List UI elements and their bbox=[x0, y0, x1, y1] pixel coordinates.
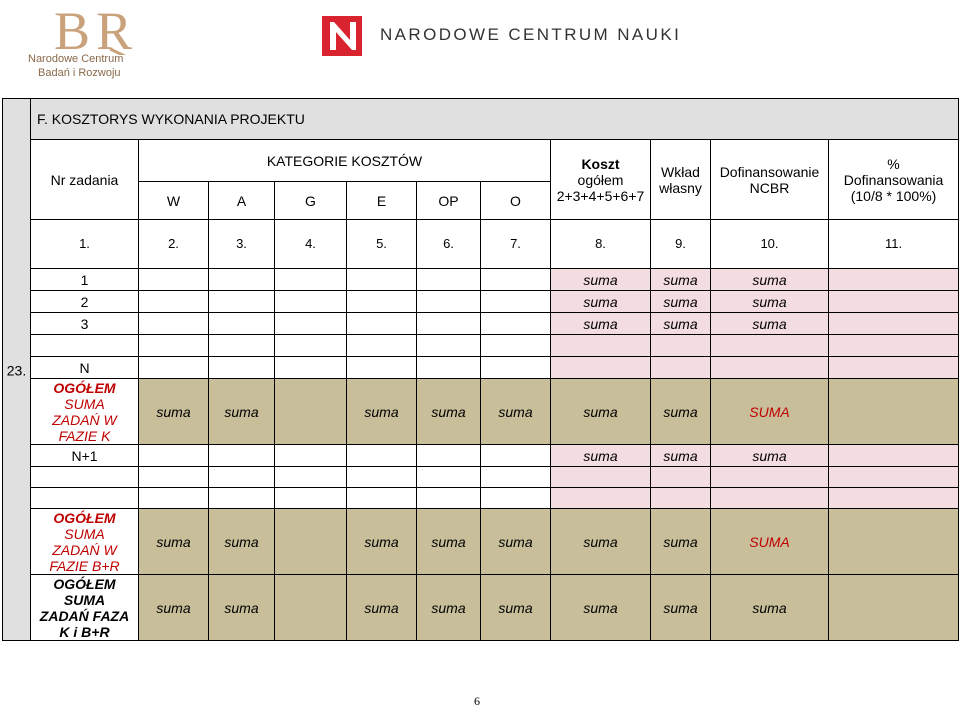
sum-k-e: suma bbox=[347, 379, 417, 445]
header-cat-g: G bbox=[275, 182, 347, 220]
col-number: 6. bbox=[417, 220, 481, 269]
cell-funding bbox=[711, 467, 829, 488]
cell-own: suma bbox=[651, 269, 711, 291]
sum-k-o: suma bbox=[481, 379, 551, 445]
cell-g[interactable] bbox=[275, 291, 347, 313]
cell-w[interactable] bbox=[139, 335, 209, 357]
task-label: N+1 bbox=[31, 445, 139, 467]
sum-k-a: suma bbox=[209, 379, 275, 445]
cell-g[interactable] bbox=[275, 313, 347, 335]
cell-funding: suma bbox=[711, 269, 829, 291]
header-funding bbox=[711, 140, 829, 220]
col-number: 10. bbox=[711, 220, 829, 269]
cell-funding: suma bbox=[711, 291, 829, 313]
header-percent-line2: Dofinansowania bbox=[843, 171, 944, 188]
cell-percent bbox=[829, 269, 959, 291]
cell-funding bbox=[711, 335, 829, 357]
cell-o[interactable] bbox=[481, 445, 551, 467]
sum-k-line4: FAZIE K bbox=[58, 427, 111, 444]
cell-total: suma bbox=[551, 291, 651, 313]
cell-a[interactable] bbox=[209, 269, 275, 291]
sum-k-w: suma bbox=[139, 379, 209, 445]
cell-total: suma bbox=[551, 445, 651, 467]
cell-op[interactable] bbox=[417, 445, 481, 467]
header-percent-line3: (10/8 * 100%) bbox=[850, 187, 937, 204]
cell-total bbox=[551, 357, 651, 379]
cell-w[interactable] bbox=[139, 291, 209, 313]
sum-br-line2: SUMA bbox=[64, 525, 105, 542]
cell-w[interactable] bbox=[139, 488, 209, 509]
sum-br-line3: ZADAŃ W bbox=[52, 541, 117, 558]
cell-g[interactable] bbox=[275, 335, 347, 357]
cell-o[interactable] bbox=[481, 313, 551, 335]
cell-g[interactable] bbox=[275, 269, 347, 291]
cell-op[interactable] bbox=[417, 335, 481, 357]
sum-k-line3: ZADAŃ W bbox=[52, 411, 117, 428]
cell-a[interactable] bbox=[209, 445, 275, 467]
cell-funding bbox=[711, 357, 829, 379]
cell-funding: suma bbox=[711, 313, 829, 335]
col-number: 3. bbox=[209, 220, 275, 269]
cell-percent bbox=[829, 291, 959, 313]
cell-own: suma bbox=[651, 313, 711, 335]
ncn-logo bbox=[322, 16, 682, 56]
sum-all-funding: suma bbox=[711, 575, 829, 641]
row-number: 23. bbox=[6, 362, 27, 379]
cell-op[interactable] bbox=[417, 313, 481, 335]
budget-table bbox=[2, 98, 959, 641]
col-number: 8. bbox=[551, 220, 651, 269]
task-label: N bbox=[31, 357, 139, 379]
section-title: F. KOSZTORYS WYKONANIA PROJEKTU bbox=[31, 99, 959, 140]
header-cat-op: OP bbox=[417, 182, 481, 220]
svg-text:R: R bbox=[96, 3, 133, 55]
sum-k-percent bbox=[829, 379, 959, 445]
sum-all-label bbox=[31, 575, 139, 641]
col-number: 2. bbox=[139, 220, 209, 269]
header-own-line1: Wkład bbox=[661, 163, 700, 180]
ncn-logo-name: NARODOWE CENTRUM NAUKI bbox=[380, 25, 682, 44]
sum-k-op: suma bbox=[417, 379, 481, 445]
cell-total bbox=[551, 467, 651, 488]
ncbr-logo bbox=[20, 3, 160, 83]
task-label bbox=[31, 488, 139, 509]
cell-percent bbox=[829, 357, 959, 379]
cell-own bbox=[651, 467, 711, 488]
sum-all-w: suma bbox=[139, 575, 209, 641]
sum-k-g bbox=[275, 379, 347, 445]
sum-all-op: suma bbox=[417, 575, 481, 641]
cell-a[interactable] bbox=[209, 335, 275, 357]
header-cat-o: O bbox=[481, 182, 551, 220]
cell-percent bbox=[829, 313, 959, 335]
header-total bbox=[551, 140, 651, 220]
header-total-line2: ogółem bbox=[577, 171, 624, 188]
cell-g[interactable] bbox=[275, 488, 347, 509]
cell-total: suma bbox=[551, 313, 651, 335]
header-total-line1: Koszt bbox=[581, 155, 620, 172]
sum-k-total: suma bbox=[551, 379, 651, 445]
cell-own: suma bbox=[651, 445, 711, 467]
sum-all-o: suma bbox=[481, 575, 551, 641]
cell-own: suma bbox=[651, 291, 711, 313]
ncn-mark-icon bbox=[322, 16, 362, 56]
cell-total: suma bbox=[551, 269, 651, 291]
task-label: 3 bbox=[31, 313, 139, 335]
header-cat-w: W bbox=[139, 182, 209, 220]
task-label: 2 bbox=[31, 291, 139, 313]
sum-k-funding: SUMA bbox=[711, 379, 829, 445]
col-number: 11. bbox=[829, 220, 959, 269]
cell-total bbox=[551, 335, 651, 357]
header-task-no: Nr zadania bbox=[31, 140, 139, 220]
header-own-line2: własny bbox=[659, 179, 702, 196]
cell-own bbox=[651, 335, 711, 357]
cell-w[interactable] bbox=[139, 357, 209, 379]
header-cat-e: E bbox=[347, 182, 417, 220]
sum-all-line1: OGÓŁEM bbox=[53, 575, 116, 592]
sum-phase-br-label bbox=[31, 509, 139, 575]
cell-op[interactable] bbox=[417, 488, 481, 509]
header-funding-line1: Dofinansowanie bbox=[719, 163, 820, 180]
sum-br-funding: SUMA bbox=[711, 509, 829, 575]
sum-all-a: suma bbox=[209, 575, 275, 641]
sum-all-g bbox=[275, 575, 347, 641]
sum-br-w: suma bbox=[139, 509, 209, 575]
cell-e[interactable] bbox=[347, 488, 417, 509]
sum-all-total: suma bbox=[551, 575, 651, 641]
sum-all-line4: K i B+R bbox=[59, 623, 110, 640]
cell-e[interactable] bbox=[347, 445, 417, 467]
cell-op[interactable] bbox=[417, 467, 481, 488]
cell-w[interactable] bbox=[139, 313, 209, 335]
cell-a[interactable] bbox=[209, 313, 275, 335]
cell-g[interactable] bbox=[275, 357, 347, 379]
cell-total bbox=[551, 488, 651, 509]
header-funding-line2: NCBR bbox=[749, 179, 790, 196]
cell-a[interactable] bbox=[209, 291, 275, 313]
sum-all-line3: ZADAŃ FAZA bbox=[39, 607, 130, 624]
cell-o[interactable] bbox=[481, 269, 551, 291]
sum-br-g bbox=[275, 509, 347, 575]
sum-br-percent bbox=[829, 509, 959, 575]
header-percent-line1: % bbox=[887, 155, 900, 172]
sum-br-op: suma bbox=[417, 509, 481, 575]
cell-own bbox=[651, 488, 711, 509]
cell-op[interactable] bbox=[417, 291, 481, 313]
sum-all-own: suma bbox=[651, 575, 711, 641]
cell-e[interactable] bbox=[347, 467, 417, 488]
sum-phase-k-label bbox=[31, 379, 139, 445]
cell-percent bbox=[829, 467, 959, 488]
header-percent bbox=[829, 140, 959, 220]
cell-g[interactable] bbox=[275, 445, 347, 467]
cell-e[interactable] bbox=[347, 335, 417, 357]
cell-a[interactable] bbox=[209, 467, 275, 488]
sum-br-o: suma bbox=[481, 509, 551, 575]
ncbr-monogram-icon bbox=[50, 3, 160, 55]
cell-w[interactable] bbox=[139, 445, 209, 467]
col-number: 4. bbox=[275, 220, 347, 269]
sum-br-own: suma bbox=[651, 509, 711, 575]
header-own bbox=[651, 140, 711, 220]
cell-o[interactable] bbox=[481, 291, 551, 313]
ncbr-logo-line1: Narodowe Centrum bbox=[28, 53, 124, 65]
cell-percent bbox=[829, 445, 959, 467]
cell-w[interactable] bbox=[139, 467, 209, 488]
cell-o[interactable] bbox=[481, 357, 551, 379]
col-number: 5. bbox=[347, 220, 417, 269]
cell-g[interactable] bbox=[275, 467, 347, 488]
cell-e[interactable] bbox=[347, 269, 417, 291]
svg-text:B: B bbox=[54, 3, 91, 55]
cell-a[interactable] bbox=[209, 357, 275, 379]
sum-br-total: suma bbox=[551, 509, 651, 575]
cell-o[interactable] bbox=[481, 467, 551, 488]
task-label bbox=[31, 335, 139, 357]
sum-br-e: suma bbox=[347, 509, 417, 575]
cell-op[interactable] bbox=[417, 357, 481, 379]
cell-a[interactable] bbox=[209, 488, 275, 509]
cell-percent bbox=[829, 488, 959, 509]
sum-k-line1: OGÓŁEM bbox=[53, 379, 116, 396]
cell-op[interactable] bbox=[417, 269, 481, 291]
cell-e[interactable] bbox=[347, 291, 417, 313]
sum-k-line2: SUMA bbox=[64, 395, 105, 412]
header-categories: KATEGORIE KOSZTÓW bbox=[139, 140, 551, 182]
cell-percent bbox=[829, 335, 959, 357]
cell-own bbox=[651, 357, 711, 379]
cell-o[interactable] bbox=[481, 488, 551, 509]
cell-e[interactable] bbox=[347, 313, 417, 335]
cell-funding bbox=[711, 488, 829, 509]
cell-w[interactable] bbox=[139, 269, 209, 291]
task-label bbox=[31, 467, 139, 488]
row-number-cell bbox=[3, 99, 31, 641]
sum-k-own: suma bbox=[651, 379, 711, 445]
cell-o[interactable] bbox=[481, 335, 551, 357]
sum-all-percent bbox=[829, 575, 959, 641]
ncbr-logo-line2: Badań i Rozwoju bbox=[38, 67, 121, 79]
col-number: 9. bbox=[651, 220, 711, 269]
sum-br-line4: FAZIE B+R bbox=[49, 557, 120, 574]
header-cat-a: A bbox=[209, 182, 275, 220]
cell-e[interactable] bbox=[347, 357, 417, 379]
sum-all-line2: SUMA bbox=[63, 591, 106, 608]
col-number: 1. bbox=[31, 220, 139, 269]
sum-br-a: suma bbox=[209, 509, 275, 575]
page-number: 6 bbox=[474, 694, 480, 708]
col-number: 7. bbox=[481, 220, 551, 269]
header-total-line3: 2+3+4+5+6+7 bbox=[556, 187, 645, 204]
sum-br-line1: OGÓŁEM bbox=[53, 509, 116, 526]
task-label: 1 bbox=[31, 269, 139, 291]
cell-funding: suma bbox=[711, 445, 829, 467]
sum-all-e: suma bbox=[347, 575, 417, 641]
